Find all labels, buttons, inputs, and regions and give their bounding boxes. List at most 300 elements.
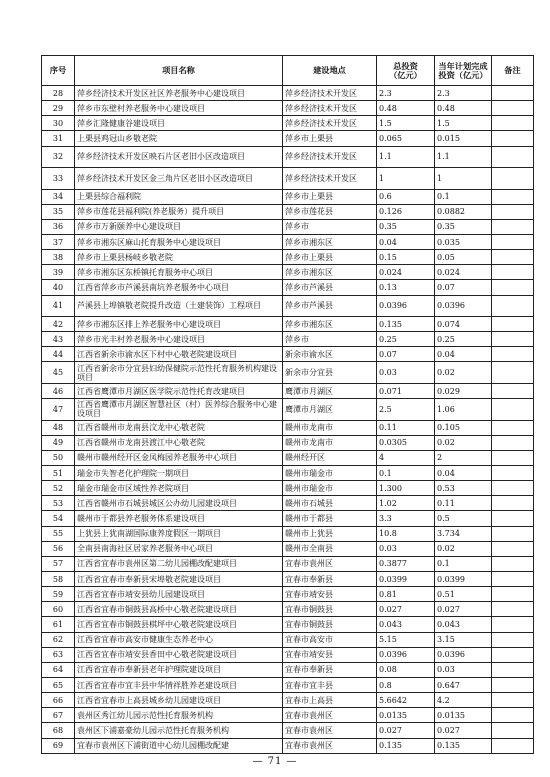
- cell-location: 赣州市龙南市: [283, 420, 377, 435]
- cell-no: 60: [42, 602, 75, 617]
- cell-no: 33: [42, 168, 75, 190]
- cell-total: 5.15: [377, 632, 435, 647]
- cell-name: 萍乡市莲花县福利院(养老服务）提升项目: [75, 204, 283, 219]
- cell-note: [492, 189, 534, 204]
- cell-location: 赣州市瑞金市: [283, 466, 377, 481]
- cell-note: [492, 435, 534, 450]
- cell-plan: 0.02: [435, 362, 492, 384]
- cell-location: 萍乡市上栗县: [283, 250, 377, 265]
- cell-total: 0.08: [377, 662, 435, 677]
- cell-no: 52: [42, 481, 75, 496]
- cell-location: 宜春市高安市: [283, 632, 377, 647]
- cell-location: 萍乡市湘东区: [283, 317, 377, 332]
- cell-total: 0.126: [377, 204, 435, 219]
- cell-no: 61: [42, 617, 75, 632]
- cell-location: 鹰潭市月湖区: [283, 383, 377, 398]
- cell-plan: 0.04: [435, 466, 492, 481]
- cell-total: 5.6642: [377, 693, 435, 708]
- table-row: [42, 219, 534, 234]
- cell-total: 0.13: [377, 280, 435, 295]
- cell-total: 0.11: [377, 420, 435, 435]
- cell-location: 萍乡经济技术开发区: [283, 101, 377, 116]
- table-row: [42, 86, 534, 101]
- table-row: [42, 250, 534, 265]
- cell-no: 63: [42, 647, 75, 662]
- cell-location: 赣州市龙南市: [283, 435, 377, 450]
- cell-total: 0.04: [377, 234, 435, 249]
- cell-location: 新余市分宜县: [283, 362, 377, 384]
- cell-location: 萍乡市湘东区: [283, 265, 377, 280]
- cell-plan: 2: [435, 450, 492, 465]
- cell-location: 萍乡经济技术开发区: [283, 168, 377, 190]
- cell-location: 赣州市石城县: [283, 496, 377, 511]
- table-row: [42, 526, 534, 541]
- cell-no: 57: [42, 556, 75, 571]
- cell-location: 萍乡市上栗县: [283, 131, 377, 146]
- cell-plan: 0.48: [435, 101, 492, 116]
- cell-location: 赣州市瑞金市: [283, 481, 377, 496]
- cell-location: 宜春市奉新县: [283, 572, 377, 587]
- cell-plan: 0.0396: [435, 295, 492, 317]
- cell-name: 瑞金市瑞金市区域性养老院项目: [75, 481, 283, 496]
- cell-name: 萍乡市万新颐养中心建设项目: [75, 219, 283, 234]
- cell-plan: 0.1: [435, 189, 492, 204]
- table-row: [42, 234, 534, 249]
- cell-plan: 1.06: [435, 399, 492, 421]
- cell-note: [492, 693, 534, 708]
- cell-no: 30: [42, 116, 75, 131]
- cell-no: 34: [42, 189, 75, 204]
- cell-location: 赣州市全南县: [283, 541, 377, 556]
- cell-location: 萍乡市湘东区: [283, 234, 377, 249]
- cell-note: [492, 450, 534, 465]
- cell-location: 萍乡市: [283, 219, 377, 234]
- cell-total: 1.1: [377, 146, 435, 168]
- cell-no: 48: [42, 420, 75, 435]
- cell-total: 1.02: [377, 496, 435, 511]
- cell-location: 萍乡经济技术开发区: [283, 116, 377, 131]
- cell-note: [492, 708, 534, 723]
- cell-name: 萍乡市光丰村养老服务中心建设项目: [75, 332, 283, 347]
- cell-name: 萍乡市湘东区麻山托育服务中心建设项目: [75, 234, 283, 249]
- cell-name: 袁州区秀江幼儿园示范性托育服务机构: [75, 708, 283, 723]
- cell-total: 0.1: [377, 466, 435, 481]
- cell-total: 0.027: [377, 602, 435, 617]
- cell-total: 10.8: [377, 526, 435, 541]
- cell-location: 赣州市于都县: [283, 511, 377, 526]
- page-number: — 71 —: [252, 756, 298, 767]
- cell-plan: 0.015: [435, 131, 492, 146]
- cell-note: [492, 168, 534, 190]
- cell-note: [492, 511, 534, 526]
- cell-location: 萍乡市芦溪县: [283, 280, 377, 295]
- cell-note: [492, 101, 534, 116]
- cell-name: 宜春市袁州区下浦街道中心幼儿园棚改配建: [75, 738, 283, 753]
- cell-total: 3.3: [377, 511, 435, 526]
- project-table: [41, 55, 534, 754]
- table-row: [42, 481, 534, 496]
- cell-note: [492, 280, 534, 295]
- cell-name: 江西省赣州市龙南县渡江中心敬老院: [75, 435, 283, 450]
- cell-total: 0.135: [377, 317, 435, 332]
- cell-no: 37: [42, 234, 75, 249]
- cell-total: 0.071: [377, 383, 435, 398]
- cell-no: 67: [42, 708, 75, 723]
- cell-note: [492, 420, 534, 435]
- cell-total: 0.81: [377, 587, 435, 602]
- cell-location: 宜春市袁州区: [283, 708, 377, 723]
- cell-name: 江西省宜春市上高县城乡幼儿园建设项目: [75, 693, 283, 708]
- cell-name: 上栗县综合福利院: [75, 189, 283, 204]
- cell-name: 江西省新余市渝水区下村中心敬老院建设项目: [75, 347, 283, 362]
- cell-plan: 0.35: [435, 219, 492, 234]
- cell-total: 0.0305: [377, 435, 435, 450]
- table-row: [42, 317, 534, 332]
- cell-no: 46: [42, 383, 75, 398]
- table-row: [42, 265, 534, 280]
- cell-plan: 0.53: [435, 481, 492, 496]
- cell-name: 江西省宜春市铜鼓县棋坪中心敬老院建设项目: [75, 617, 283, 632]
- table-row: [42, 723, 534, 738]
- cell-plan: 0.0396: [435, 647, 492, 662]
- table-row: [42, 647, 534, 662]
- cell-plan: 0.04: [435, 347, 492, 362]
- cell-name: 江西省宜春市铜鼓县高桥中心敬老院建设项目: [75, 602, 283, 617]
- cell-total: 0.0396: [377, 295, 435, 317]
- cell-total: 1.5: [377, 116, 435, 131]
- cell-no: 31: [42, 131, 75, 146]
- cell-name: 芦溪县上埠镇敬老院提升改造（土建装饰）工程项目: [75, 295, 283, 317]
- cell-note: [492, 317, 534, 332]
- table-row: [42, 204, 534, 219]
- cell-no: 69: [42, 738, 75, 753]
- table-row: [42, 383, 534, 398]
- cell-no: 59: [42, 587, 75, 602]
- cell-location: 宜春市宜丰县: [283, 678, 377, 693]
- cell-plan: 0.135: [435, 738, 492, 753]
- cell-name: 江西省鹰潭市月湖区智慧社区（村）医养综合服务中心建设项目: [75, 399, 283, 421]
- cell-plan: 0.043: [435, 617, 492, 632]
- cell-total: 1.300: [377, 481, 435, 496]
- header-name: 项目名称: [75, 56, 283, 86]
- cell-name: 江西省新余市分宜县妇幼保健院示范性托育服务机构建设项目: [75, 362, 283, 384]
- table-row: [42, 708, 534, 723]
- cell-total: 0.0135: [377, 708, 435, 723]
- cell-note: [492, 332, 534, 347]
- cell-location: 新余市渝水区: [283, 347, 377, 362]
- table-row: [42, 587, 534, 602]
- cell-no: 28: [42, 86, 75, 101]
- header-no: 序号: [42, 56, 75, 86]
- cell-plan: 3.15: [435, 632, 492, 647]
- cell-no: 66: [42, 693, 75, 708]
- table-row: [42, 602, 534, 617]
- cell-note: [492, 617, 534, 632]
- cell-no: 29: [42, 101, 75, 116]
- cell-name: 上栗县鸡冠山乡敬老院: [75, 131, 283, 146]
- cell-total: 1: [377, 168, 435, 190]
- cell-name: 瑞金市失智老化护理院一期项目: [75, 466, 283, 481]
- cell-name: 萍乡市上栗县杨岐乡敬老院: [75, 250, 283, 265]
- cell-note: [492, 86, 534, 101]
- cell-name: 萍乡市湘东区东桥镇托育服务中心项目: [75, 265, 283, 280]
- cell-no: 43: [42, 332, 75, 347]
- cell-name: 全南县南海社区居家养老服务中心项目: [75, 541, 283, 556]
- cell-name: 萍乡汇隆健康谷建设项目: [75, 116, 283, 131]
- cell-no: 44: [42, 347, 75, 362]
- cell-name: 萍乡市湘东区排上养老服务中心建设项目: [75, 317, 283, 332]
- cell-no: 54: [42, 511, 75, 526]
- cell-location: 宜春市铜鼓县: [283, 617, 377, 632]
- cell-total: 0.043: [377, 617, 435, 632]
- cell-total: 0.03: [377, 541, 435, 556]
- cell-plan: 0.51: [435, 587, 492, 602]
- header-total: 总投资 （亿元）: [377, 56, 435, 86]
- table-row: [42, 496, 534, 511]
- cell-total: 0.8: [377, 678, 435, 693]
- cell-total: 2.3: [377, 86, 435, 101]
- table-row: [42, 362, 534, 384]
- cell-note: [492, 541, 534, 556]
- cell-plan: 1.1: [435, 146, 492, 168]
- cell-note: [492, 587, 534, 602]
- table-row: [42, 420, 534, 435]
- cell-name: 江西省赣州市龙南县汶龙中心敬老院: [75, 420, 283, 435]
- cell-no: 32: [42, 146, 75, 168]
- cell-name: 江西省宜春市奉新县老年护理院建设项目: [75, 662, 283, 677]
- cell-plan: 0.029: [435, 383, 492, 398]
- cell-total: 0.15: [377, 250, 435, 265]
- cell-no: 40: [42, 280, 75, 295]
- table-row: [42, 693, 534, 708]
- cell-total: 0.25: [377, 332, 435, 347]
- cell-no: 45: [42, 362, 75, 384]
- table-row: [42, 101, 534, 116]
- cell-location: 宜春市上高县: [283, 693, 377, 708]
- cell-no: 58: [42, 572, 75, 587]
- cell-total: 0.065: [377, 131, 435, 146]
- table-row: [42, 332, 534, 347]
- cell-no: 64: [42, 662, 75, 677]
- cell-note: [492, 556, 534, 571]
- cell-total: 0.35: [377, 219, 435, 234]
- cell-plan: 0.0135: [435, 708, 492, 723]
- cell-location: 萍乡市莲花县: [283, 204, 377, 219]
- table-row: [42, 678, 534, 693]
- cell-note: [492, 647, 534, 662]
- cell-note: [492, 632, 534, 647]
- table-row: [42, 399, 534, 421]
- cell-location: 萍乡市上栗县: [283, 189, 377, 204]
- cell-no: 38: [42, 250, 75, 265]
- cell-no: 50: [42, 450, 75, 465]
- cell-note: [492, 738, 534, 753]
- cell-plan: 0.02: [435, 541, 492, 556]
- header-location: 建设地点: [283, 56, 377, 86]
- cell-no: 47: [42, 399, 75, 421]
- cell-plan: 1: [435, 168, 492, 190]
- table-row: [42, 189, 534, 204]
- cell-note: [492, 383, 534, 398]
- cell-plan: 0.105: [435, 420, 492, 435]
- cell-no: 68: [42, 723, 75, 738]
- cell-no: 41: [42, 295, 75, 317]
- cell-total: 2.5: [377, 399, 435, 421]
- cell-location: 赣州经开区: [283, 450, 377, 465]
- cell-plan: 0.1: [435, 556, 492, 571]
- cell-location: 宜春市靖安县: [283, 647, 377, 662]
- cell-note: [492, 572, 534, 587]
- cell-total: 0.07: [377, 347, 435, 362]
- cell-note: [492, 662, 534, 677]
- cell-plan: 0.027: [435, 602, 492, 617]
- cell-no: 49: [42, 435, 75, 450]
- cell-note: [492, 219, 534, 234]
- cell-name: 江西省宜春市袁州区第二幼儿园棚改配建项目: [75, 556, 283, 571]
- cell-total: 0.135: [377, 738, 435, 753]
- cell-location: 宜春市袁州区: [283, 738, 377, 753]
- cell-name: 萍乡市东壁村养老服务中心建设项目: [75, 101, 283, 116]
- table-row: [42, 662, 534, 677]
- table-row: [42, 168, 534, 190]
- cell-plan: 0.5: [435, 511, 492, 526]
- cell-name: 萍乡经济技术开发区社区养老服务中心建设项目: [75, 86, 283, 101]
- cell-plan: 0.0882: [435, 204, 492, 219]
- header-note: 备注: [492, 56, 534, 86]
- cell-no: 56: [42, 541, 75, 556]
- cell-plan: 2.3: [435, 86, 492, 101]
- cell-plan: 0.035: [435, 234, 492, 249]
- cell-note: [492, 602, 534, 617]
- cell-no: 65: [42, 678, 75, 693]
- cell-no: 35: [42, 204, 75, 219]
- cell-note: [492, 362, 534, 384]
- table-row: [42, 541, 534, 556]
- cell-location: 宜春市靖安县: [283, 587, 377, 602]
- cell-plan: 0.0399: [435, 572, 492, 587]
- cell-location: 宜春市袁州区: [283, 556, 377, 571]
- cell-no: 53: [42, 496, 75, 511]
- cell-note: [492, 250, 534, 265]
- cell-no: 42: [42, 317, 75, 332]
- table-header-row: [42, 56, 534, 86]
- table-row: [42, 511, 534, 526]
- cell-plan: 0.02: [435, 435, 492, 450]
- cell-total: 4: [377, 450, 435, 465]
- cell-location: 宜春市奉新县: [283, 662, 377, 677]
- cell-location: 宜春市袁州区: [283, 723, 377, 738]
- table-row: [42, 632, 534, 647]
- cell-note: [492, 399, 534, 421]
- cell-note: [492, 204, 534, 219]
- cell-note: [492, 481, 534, 496]
- table-row: [42, 295, 534, 317]
- cell-plan: 0.647: [435, 678, 492, 693]
- cell-name: 萍乡经济技术开发区映石片区老旧小区改造项目: [75, 146, 283, 168]
- cell-total: 0.024: [377, 265, 435, 280]
- cell-total: 0.3877: [377, 556, 435, 571]
- cell-note: [492, 265, 534, 280]
- cell-note: [492, 723, 534, 738]
- cell-note: [492, 116, 534, 131]
- cell-name: 赣州市赣州经开区金凤梅园养老服务中心项目: [75, 450, 283, 465]
- cell-plan: 0.024: [435, 265, 492, 280]
- cell-location: 萍乡经济技术开发区: [283, 86, 377, 101]
- cell-total: 0.0399: [377, 572, 435, 587]
- cell-note: [492, 466, 534, 481]
- cell-plan: 3.734: [435, 526, 492, 541]
- cell-plan: 0.03: [435, 662, 492, 677]
- cell-note: [492, 234, 534, 249]
- cell-plan: 1.5: [435, 116, 492, 131]
- cell-name: 萍乡经济技术开发区金三角片区老旧小区改造项目: [75, 168, 283, 190]
- table-row: [42, 347, 534, 362]
- cell-name: 上犹县上犹南湖国际康养度假区一期项目: [75, 526, 283, 541]
- cell-location: 萍乡市芦溪县: [283, 295, 377, 317]
- cell-location: 宜春市铜鼓县: [283, 602, 377, 617]
- cell-no: 55: [42, 526, 75, 541]
- cell-name: 赣州市于都县养老服务体系建设项目: [75, 511, 283, 526]
- cell-no: 36: [42, 219, 75, 234]
- cell-note: [492, 347, 534, 362]
- table-row: [42, 466, 534, 481]
- cell-location: 赣州市上犹县: [283, 526, 377, 541]
- cell-total: 0.03: [377, 362, 435, 384]
- cell-name: 江西省赣州市石城县城区公办幼儿园建设项目: [75, 496, 283, 511]
- cell-name: 江西省鹰潭市月湖区医学院示范性托育改建项目: [75, 383, 283, 398]
- cell-note: [492, 146, 534, 168]
- cell-no: 39: [42, 265, 75, 280]
- table-row: [42, 572, 534, 587]
- table-row: [42, 450, 534, 465]
- cell-plan: 0.05: [435, 250, 492, 265]
- cell-total: 0.027: [377, 723, 435, 738]
- cell-name: 江西省宜春市靖安县香田中心敬老院建设项目: [75, 647, 283, 662]
- cell-note: [492, 295, 534, 317]
- cell-total: 0.0396: [377, 647, 435, 662]
- cell-total: 0.6: [377, 189, 435, 204]
- cell-name: 江西省宜春市靖安县幼儿园建设项目: [75, 587, 283, 602]
- header-plan: 当年计划完成 投资（亿元）: [435, 56, 492, 86]
- cell-location: 鹰潭市月湖区: [283, 399, 377, 421]
- table-row: [42, 280, 534, 295]
- cell-no: 62: [42, 632, 75, 647]
- cell-no: 51: [42, 466, 75, 481]
- cell-plan: 0.25: [435, 332, 492, 347]
- cell-location: 萍乡市: [283, 332, 377, 347]
- table-row: [42, 435, 534, 450]
- cell-plan: 0.07: [435, 280, 492, 295]
- table-row: [42, 131, 534, 146]
- cell-plan: 0.027: [435, 723, 492, 738]
- cell-note: [492, 496, 534, 511]
- table-row: [42, 738, 534, 753]
- cell-name: 袁州区下浦嘉豪幼儿园示范性托育服务机构: [75, 723, 283, 738]
- table-row: [42, 116, 534, 131]
- cell-note: [492, 526, 534, 541]
- cell-note: [492, 131, 534, 146]
- cell-note: [492, 678, 534, 693]
- cell-total: 0.48: [377, 101, 435, 116]
- table-row: [42, 146, 534, 168]
- cell-plan: 4.2: [435, 693, 492, 708]
- table-row: [42, 556, 534, 571]
- cell-name: 江西省宜春市奉新县宋埠敬老院建设项目: [75, 572, 283, 587]
- cell-plan: 0.11: [435, 496, 492, 511]
- cell-name: 江西省宜春市宜丰县中华情祥胜养老建设项目: [75, 678, 283, 693]
- cell-name: 江西省萍乡市芦溪县南坑养老服务中心项目: [75, 280, 283, 295]
- cell-name: 江西省宜春市高安市健康生态养老中心: [75, 632, 283, 647]
